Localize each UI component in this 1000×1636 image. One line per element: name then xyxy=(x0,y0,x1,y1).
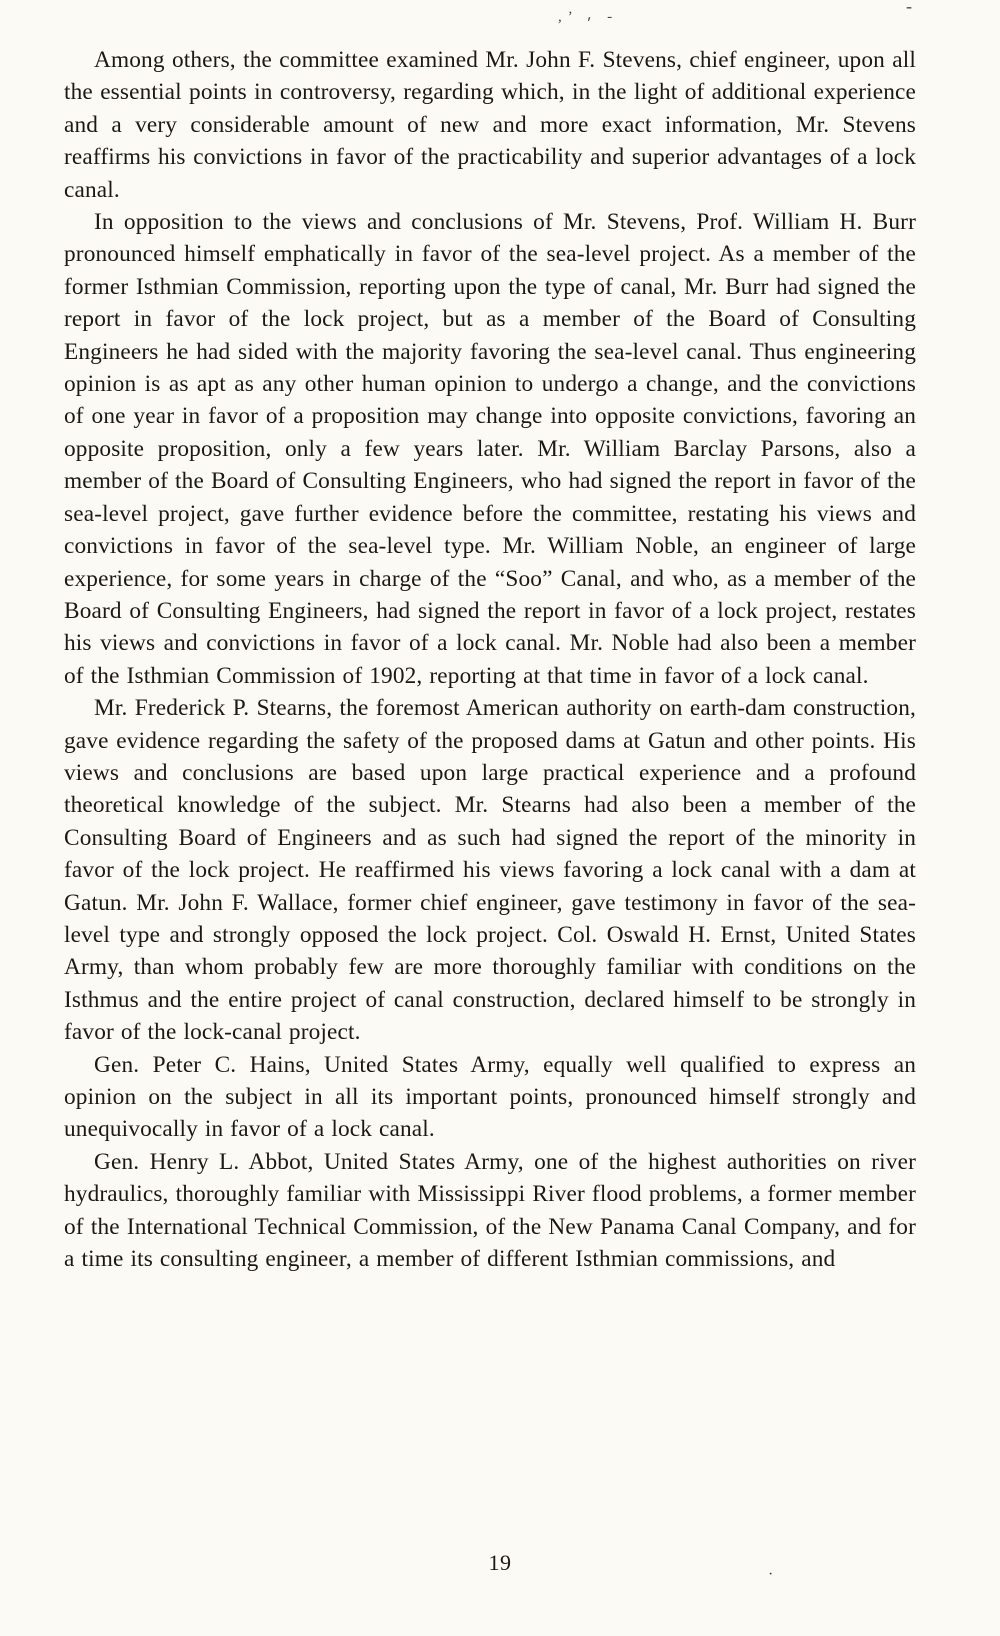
paragraph-1: Among others, the committee examined Mr. John F. Stevens, chief engineer, upon all the essential points in controversy, regarding which, in the light of additional experience and a very considerable amount of new and more exact information, Mr. Stevens reaffirms his convictions in favor of the practicability and superior advantages of a lock canal. xyxy=(64,47,916,203)
scan-artifact-top-center: ,’ ⸴ - xyxy=(558,9,619,25)
page-number: 19 xyxy=(488,1550,512,1575)
paragraph-4: Gen. Peter C. Hains, United States Army, equally well qualified to express an opinion on the subject in all its important points, pronounced himself strongly and unequivocally in favor of a lock canal. xyxy=(64,1051,916,1143)
page-body xyxy=(64,44,916,1275)
scan-artifact-bottom-dot: · xyxy=(768,1566,780,1583)
paragraph-5: Gen. Henry L. Abbot, United States Army, one of the highest authorities on river hydraulics, thoroughly familiar with Mississippi River flood problems, a former member of the International Technical Commission, of the New Panama Canal Company, and for a time its consulting engineer, a member of different Isthmian commissions, and xyxy=(64,1148,916,1273)
scan-artifact-top-right: - xyxy=(906,0,918,16)
paragraph-3: Mr. Frederick P. Stearns, the foremost American authority on earth-dam construction, gave evidence regarding the safety of the proposed dams at Gatun and other points. His views and conclusions are based upon large practical experience and a profound theoretical knowledge of the subject. Mr. Stearns had also been a member of the Consulting Board of Engineers and as such had signed the report of the minority in favor of the lock project. He reaffirmed his views favoring a lock canal with a dam at Gatun. Mr. John F. Wallace, former chief engineer, gave testimony in favor of the sea-level type and strongly opposed the lock project. Col. Oswald H. Ernst, United States Army, than whom probably few are more thoroughly familiar with conditions on the Isthmus and the entire project of canal construction, declared himself to be strongly in favor of the lock-canal project. xyxy=(64,695,916,1046)
paragraph-2: In opposition to the views and conclusions of Mr. Stevens, Prof. William H. Burr pronounced himself emphatically in favor of the sea-level project. As a member of the former Isthmian Commission, reporting upon the type of canal, Mr. Burr had signed the report in favor of the lock project, but as a member of the Board of Consulting Engineers he had sided with the majority favoring the sea-level canal. Thus engineering opinion is as apt as any other human opinion to undergo a change, and the convictions of one year in favor of a proposition may change into opposite convictions, favoring an opposite proposition, only a few years later. Mr. William Barclay Parsons, also a member of the Board of Consulting Engineers, who had signed the report in favor of the sea-level project, gave further evidence before the committee, restating his views and convictions in favor of the sea-level type. Mr. William Noble, an engineer of large experience, for some years in charge of the “Soo” Canal, and who, as a member of the Board of Consulting Engineers, had signed the report in favor of a lock project, restates his views and convictions in favor of a lock canal. Mr. Noble had also been a member of the Isthmian Commission of 1902, reporting at that time in favor of a lock canal. xyxy=(64,209,916,689)
